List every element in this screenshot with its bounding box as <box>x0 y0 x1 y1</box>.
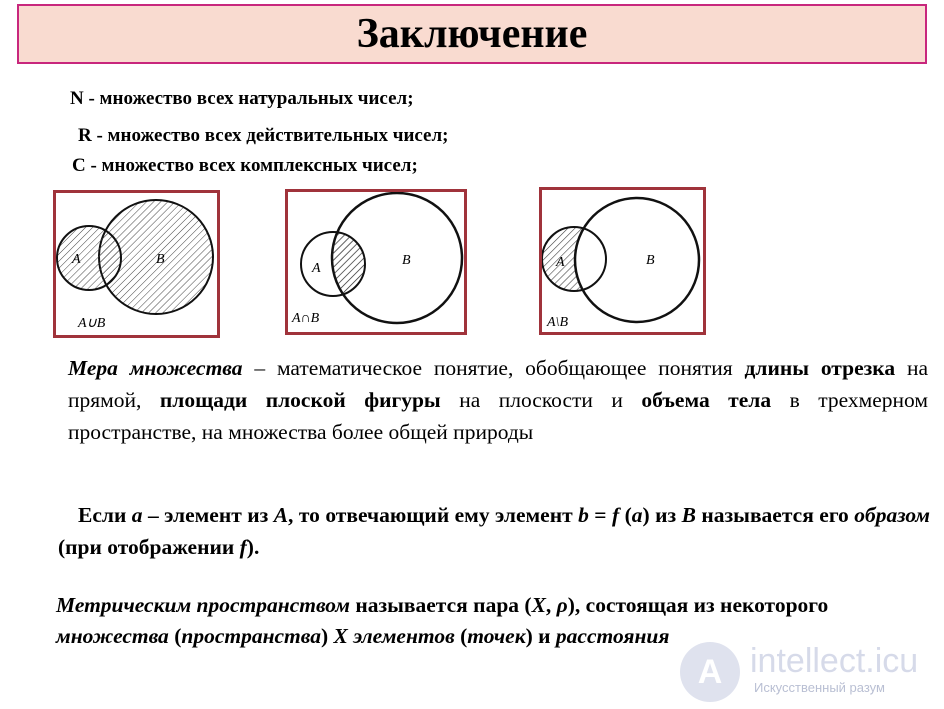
metric-var-rho: ρ <box>556 593 568 617</box>
measure-text-3: на плоскости и <box>440 388 642 412</box>
metric-text-4: ( <box>168 624 182 648</box>
watermark <box>680 640 940 704</box>
measure-text-1: – математическое понятие, обобщающее понятия <box>242 356 745 380</box>
measure-text-2: на прямой, <box>68 356 928 412</box>
metric-text-5: ) <box>321 624 334 648</box>
measure-area: площади плоской фигуры <box>159 388 441 412</box>
metric-var-x2: X <box>333 624 348 648</box>
image-def-text-3: , то отвечающий ему элемент <box>288 503 579 527</box>
image-definition-paragraph <box>58 499 930 563</box>
image-def-text-5: ( <box>619 503 632 527</box>
title-banner <box>17 4 927 64</box>
image-def-var-A: A <box>273 503 289 527</box>
image-def-text-1: Если <box>78 503 132 527</box>
measure-term: Мера множества <box>68 356 243 380</box>
image-def-var-a2: a <box>631 503 643 527</box>
metric-text-7: ( <box>454 624 468 648</box>
image-def-text-7: называется его <box>695 503 855 527</box>
venn-union-b-label: B <box>156 252 165 267</box>
venn-union <box>53 190 220 338</box>
venn-difference-a-label: A <box>556 255 565 270</box>
image-def-var-b: b <box>578 503 589 527</box>
venn-intersection-b-label: B <box>402 253 411 268</box>
metric-distance: расстояния <box>555 624 670 648</box>
metric-elements: элементов <box>353 624 455 648</box>
venn-difference-caption: A\B <box>547 315 568 330</box>
metric-term: Метрическим пространством <box>56 593 350 617</box>
image-def-term: образом <box>854 503 930 527</box>
metric-text-8: ) и <box>525 624 556 648</box>
image-def-text-2: – элемент из <box>142 503 274 527</box>
watermark-name: intellect.icu <box>750 642 919 680</box>
metric-text-1: называется пара ( <box>349 593 532 617</box>
image-def-var-f2: f <box>239 535 247 559</box>
measure-paragraph <box>68 352 928 448</box>
venn-intersection-a-label: A <box>312 261 321 276</box>
venn-union-a-label: A <box>72 252 81 267</box>
watermark-logo-icon <box>680 642 740 702</box>
measure-length: длины отрезка <box>744 356 896 380</box>
definition-r: R - множество всех действительных чисел; <box>78 125 449 146</box>
page-title: Заключение <box>356 11 588 57</box>
image-def-var-f: f <box>612 503 620 527</box>
venn-difference <box>539 187 706 335</box>
metric-var-x: X <box>531 593 546 617</box>
definition-n: N - множество всех натуральных чисел; <box>70 88 414 109</box>
image-def-var-a: a <box>131 503 143 527</box>
definition-c: C - множество всех комплексных чисел; <box>72 155 418 176</box>
metric-text-2: , <box>545 593 557 617</box>
venn-union-caption: A∪B <box>78 316 106 331</box>
venn-union-a-circle <box>57 226 121 290</box>
image-def-text-9: ). <box>246 535 260 559</box>
image-def-text-8: (при отображении <box>58 535 240 559</box>
metric-space: пространства <box>181 624 321 648</box>
watermark-logo-letter: A <box>697 652 723 691</box>
venn-intersection <box>285 189 467 335</box>
venn-difference-b-label: B <box>646 253 655 268</box>
metric-points: точек <box>467 624 526 648</box>
venn-intersection-caption: A∩B <box>292 311 320 326</box>
metric-text-3: ), состоящая из некоторого <box>567 593 829 617</box>
measure-text-4: в трехмерном пространстве, на множества более общей природы <box>68 388 929 444</box>
image-def-var-B: B <box>681 503 696 527</box>
watermark-tagline: Искусственный разум <box>754 680 885 695</box>
image-def-text-4: = <box>588 503 612 527</box>
metric-set: множества <box>56 624 169 648</box>
measure-volume: объема тела <box>641 388 772 412</box>
image-def-text-6: ) из <box>642 503 682 527</box>
